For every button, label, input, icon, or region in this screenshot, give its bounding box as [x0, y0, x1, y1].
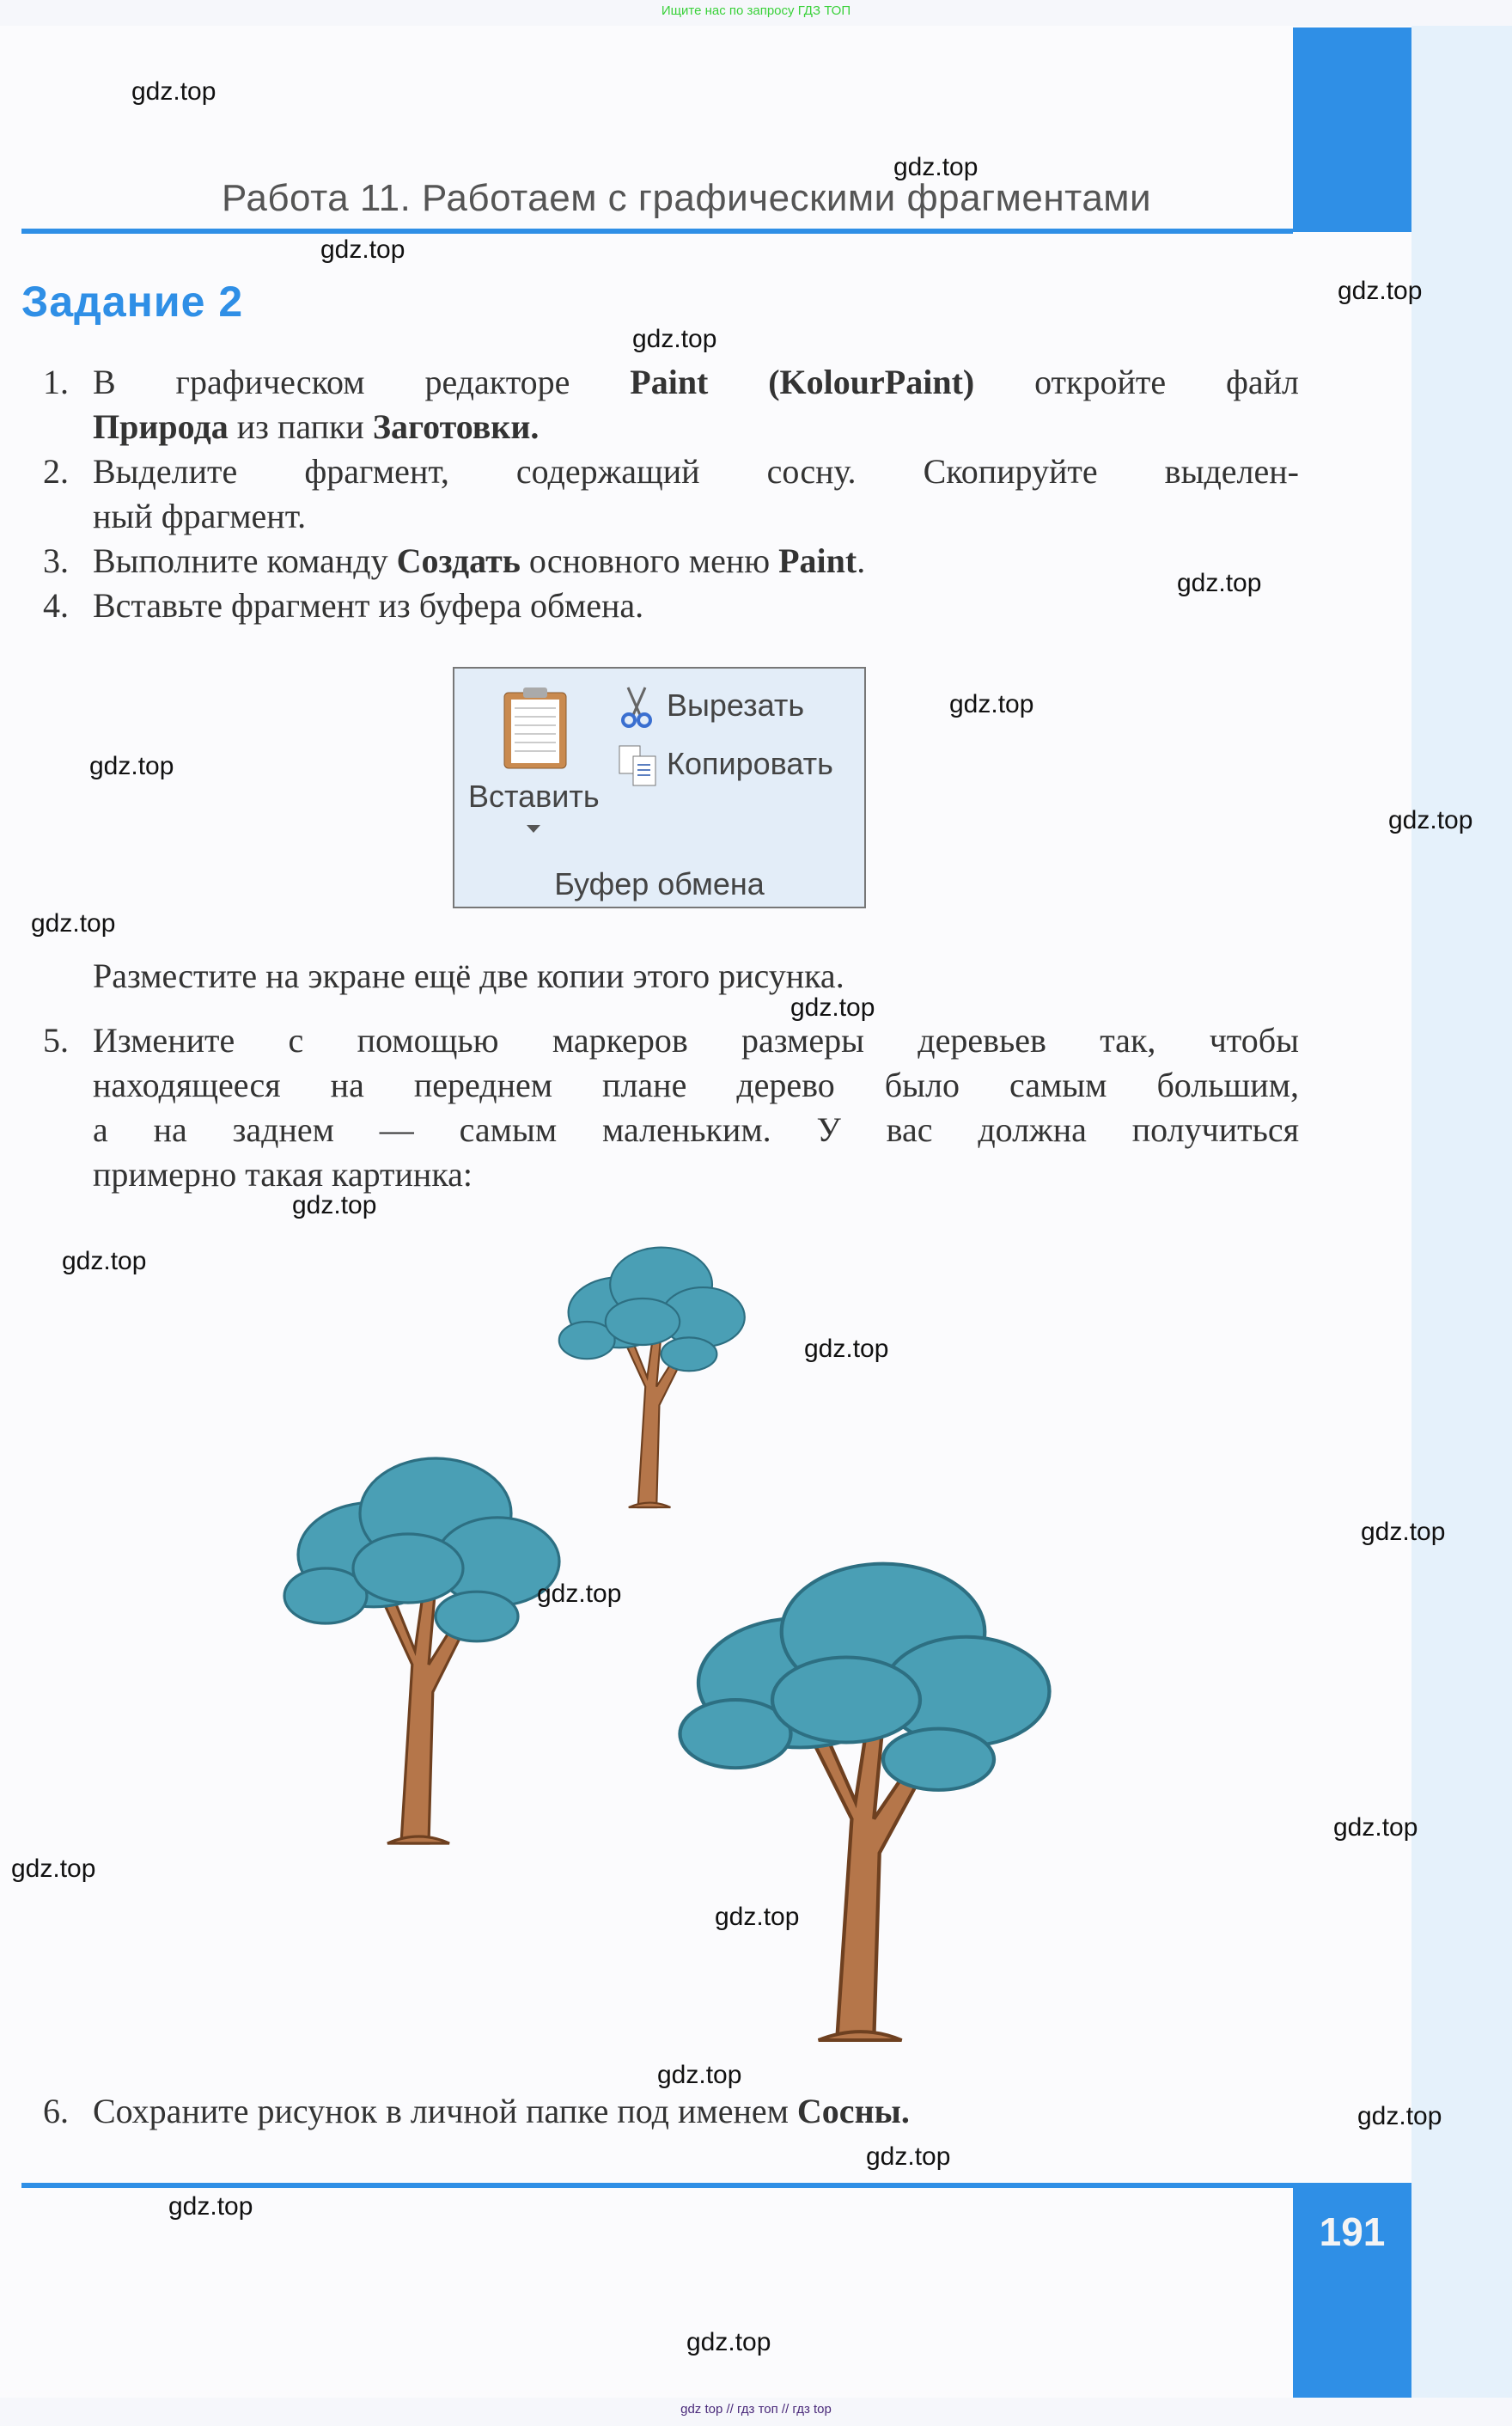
step-number: 6. [43, 2092, 69, 2130]
watermark: gdz.top [31, 909, 116, 938]
text: находящееся на переднем плане дерево было самым большим, [93, 1066, 1299, 1104]
watermark: gdz.top [715, 1903, 800, 1931]
medium-tree [284, 1458, 559, 1843]
scissors-icon [618, 686, 655, 729]
step-2-cont [43, 494, 1299, 539]
bottom-watermark-note: gdz top // гдз топ // гдз top [680, 2402, 832, 2417]
place-copies-text [43, 954, 1299, 999]
text: а на заднем — самым маленьким. У вас должна получиться [93, 1110, 1299, 1149]
text: из папки [228, 407, 373, 446]
step-number: 4. [43, 586, 69, 625]
text: основного меню [520, 541, 779, 580]
watermark: gdz.top [292, 1191, 377, 1219]
watermark: gdz.top [168, 2192, 253, 2221]
clipboard-group-label: Буфер обмена [554, 866, 765, 901]
step-number: 3. [43, 541, 69, 580]
chevron-down-icon[interactable] [527, 825, 540, 833]
watermark: gdz.top [893, 153, 979, 181]
pine-trees-illustration [0, 1203, 1289, 2062]
text: Заготовки [372, 407, 531, 446]
clipboard-icon[interactable] [501, 686, 570, 772]
copy-icon [618, 744, 659, 787]
watermark: gdz.top [1357, 2102, 1442, 2130]
step-1-cont [43, 405, 1299, 449]
top-search-note: Ищите нас по запросу ГДЗ ТОП [661, 3, 851, 18]
text: В графическом редакторе [93, 363, 631, 401]
text: . [900, 2092, 910, 2130]
task-title: Задание 2 [21, 278, 244, 326]
step-1 [43, 360, 1299, 405]
watermark: gdz.top [89, 752, 174, 780]
text: Сохраните рисунок в личной папке под именем [93, 2092, 797, 2130]
step-5-cont [43, 1063, 1299, 1108]
watermark: gdz.top [1177, 569, 1262, 597]
paste-button[interactable]: Вставить [468, 779, 600, 814]
watermark: gdz.top [11, 1855, 96, 1883]
text: Paint (KolourPaint) [630, 363, 975, 401]
watermark: gdz.top [790, 993, 875, 1022]
text: . [857, 541, 866, 580]
large-tree [680, 1564, 1050, 2040]
text: Paint [778, 541, 857, 580]
footer-rule [21, 2183, 1293, 2188]
watermark: gdz.top [1333, 1813, 1418, 1842]
copy-button[interactable]: Копировать [667, 746, 833, 781]
page-number: 191 [1319, 2209, 1386, 2254]
text: Сосны [796, 2092, 901, 2130]
text: Природа [93, 407, 229, 446]
watermark: gdz.top [320, 235, 405, 264]
watermark: gdz.top [1338, 277, 1423, 305]
step-number: 2. [43, 452, 69, 491]
watermark: gdz.top [866, 2142, 951, 2171]
step-4 [43, 584, 1299, 628]
watermark: gdz.top [686, 2328, 771, 2356]
page-header-title: Работа 11. Работаем с графическими фрагментами [222, 177, 1152, 219]
small-tree [559, 1248, 745, 1507]
step-5 [43, 1018, 1299, 1063]
watermark: gdz.top [632, 325, 717, 353]
clipboard-panel [453, 667, 866, 908]
text: Создать [396, 541, 521, 580]
text: . [530, 407, 540, 446]
text: Выполните команду [93, 541, 397, 580]
text: Измените с помощью маркеров размеры деревьев так, чтобы [93, 1021, 1299, 1060]
watermark: gdz.top [537, 1580, 622, 1608]
step-5-cont [43, 1108, 1299, 1152]
step-6 [43, 2089, 1299, 2134]
watermark: gdz.top [62, 1247, 147, 1275]
step-number: 5. [43, 1021, 69, 1060]
step-3 [43, 539, 1299, 584]
watermark: gdz.top [1388, 806, 1473, 834]
step-5-cont [43, 1152, 1299, 1197]
watermark: gdz.top [657, 2061, 742, 2089]
watermark: gdz.top [804, 1335, 889, 1363]
step-2 [43, 449, 1299, 494]
text: Выделите фрагмент, содержащий сосну. Скопируйте выделен- [93, 452, 1299, 491]
text: ный фрагмент. [93, 497, 307, 535]
watermark: gdz.top [1361, 1518, 1446, 1546]
cut-button[interactable]: Вырезать [667, 687, 805, 723]
header-rule [21, 229, 1293, 234]
text: Разместите на экране ещё две копии этого рисунка. [93, 956, 844, 995]
page-edge-strip [1411, 26, 1512, 2398]
text: Вставьте фрагмент из буфера обмена. [93, 586, 644, 625]
header-tab [1293, 27, 1411, 232]
text: примерно такая картинка: [93, 1155, 473, 1194]
step-number: 1. [43, 363, 69, 401]
watermark: gdz.top [949, 690, 1034, 718]
watermark: gdz.top [131, 77, 216, 106]
text: откройте файл [974, 363, 1299, 401]
